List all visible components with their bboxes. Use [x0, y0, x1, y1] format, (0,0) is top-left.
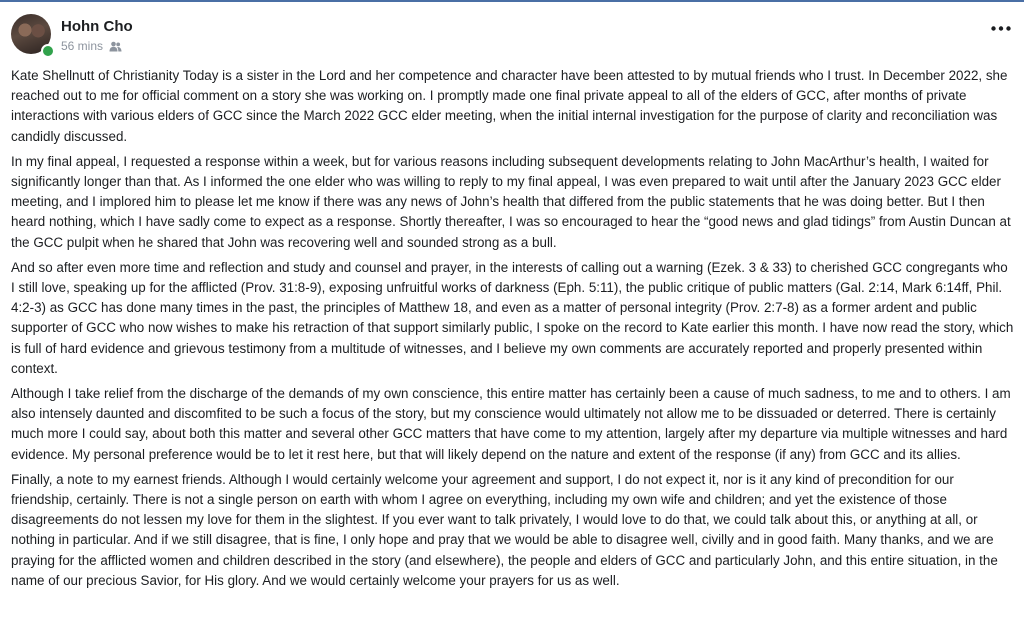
- online-status-icon: [41, 44, 55, 58]
- more-options-icon: [991, 26, 1011, 31]
- friends-icon[interactable]: [109, 41, 122, 52]
- post-body: [11, 66, 1014, 596]
- post-paragraph: Finally, a note to my earnest friends. Although I would certainly welcome your agreement and support, I do not expect it, nor is it any kind of precondition for our friendship, certainly. There is not a single person on earth with whom I agree on everything, including my own wife and children; and yet the existence of those disagreements do not lessen my love for them in the slightest. If you ever want to talk privately, I would love to do that, we could talk about this, or anything at all, or nothing in particular. And if we still disagree, that is fine, I only hope and pray that we would be able to disagree well, civilly and in good faith. Many thanks, and we are praying for the afflicted women and children described in the story (and elsewhere), the people and elders of GCC and particularly John, and this entire situation, in the name of our precious Savior, for His glory. And we would certainly welcome your prayers for us as well.: [11, 471, 998, 588]
- post-paragraph: Although I take relief from the discharge of the demands of my own conscience, this entire matter has certainly been a cause of much sadness, to me and to others. I am also intensely daunted and discomfited to be such a focus of the story, but my conscience would ultimately not allow me to be dissuaded or deterred. There is certainly much more I could say, about both this matter and several other GCC matters that have come to my attention, largely after my departure via multiple witnesses and hard evidence. My personal preference would be to let it rest here, but that will likely depend on the nature and extent of the response (if any) from GCC and its allies.: [11, 386, 1011, 462]
- post-timestamp[interactable]: 56 mins: [61, 39, 104, 53]
- post-header: [0, 2, 1024, 62]
- post-paragraph: And so after even more time and reflection and study and counsel and prayer, in the interests of calling out a warning (Ezek. 3 & 33) to cherished GCC congregants who I still love, speaking up for the afflicted (Prov. 31:8-9), exposing unfruitful works of darkness (Eph. 5:11), the public critique of public matters (Gal. 2:14, Mark 6:14ff, Phil. 4:2-3) as GCC has done many times in the past, the principles of Matthew 18, and even as a matter of personal integrity (Prov. 2:7-8) as a former ardent and public supporter of GCC who now wishes to make his retraction of that support similarly public, I spoke on the record to Kate earlier this month. I have now read the story, which is full of hard evidence and grievous testimony from a multitude of witnesses, and I believe my own comments are accurately reported and properly presented within context.: [11, 259, 1014, 376]
- post-paragraph: Kate Shellnutt of Christianity Today is a sister in the Lord and her competence and character have been attested to by mutual friends who I trust. In December 2022, she reached out to me for official comment on a story she was working on. I promptly made one final private appeal to all of the elders of GCC, after months of private interactions with various elders of GCC since the March 2022 GCC elder meeting, when the initial internal investigation for the purpose of clarity and reconciliation was candidly discussed.: [11, 68, 1008, 144]
- post-meta: [61, 38, 122, 54]
- author-name[interactable]: Hohn Cho: [61, 18, 133, 35]
- more-options-button[interactable]: [990, 20, 1012, 36]
- post-paragraph: In my final appeal, I requested a response within a week, but for various reasons including subsequent developments relating to John MacArthur’s health, I waited for significantly longer than that. As I informed the one elder who was willing to reply to my final appeal, I was even prepared to wait until after the January 2023 GCC elder meeting, and I implored him to please let me know if there was any news of John’s health that differed from the public statements that he was doing better. But I then heard nothing, which I have sadly come to expect as a response. Shortly thereafter, I was so encouraged to hear the “good news and glad tidings” from Austin Duncan at the GCC pulpit when he shared that John was recovering well and sounded strong as a bull.: [11, 153, 1011, 250]
